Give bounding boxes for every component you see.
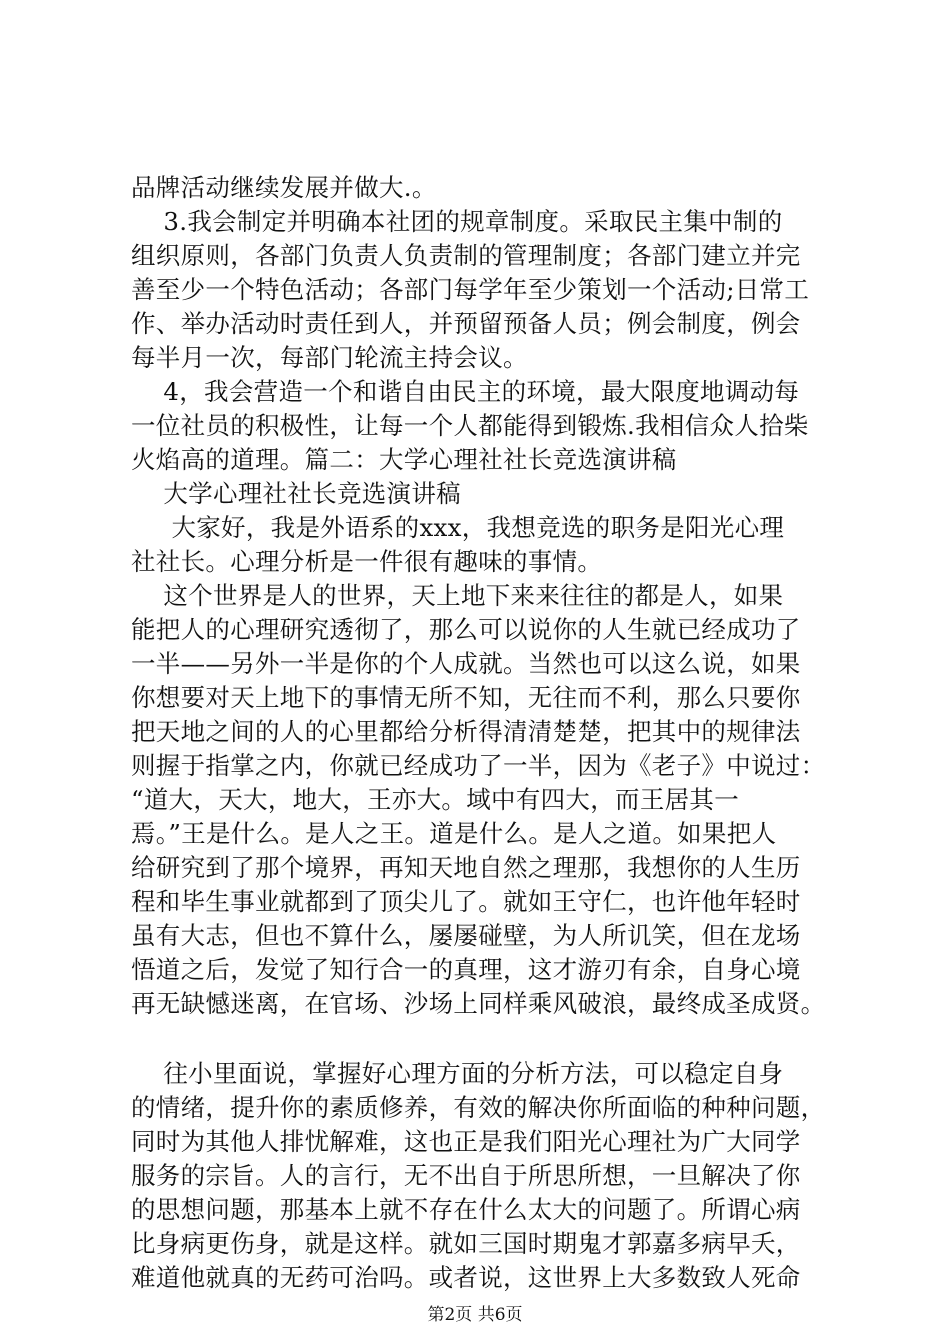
text-line: 服务的宗旨。人的言行，无不出自于所思所想，一旦解决了你 xyxy=(131,1161,801,1190)
text-line: “道大，天大，地大，王亦大。域中有四大，而王居其一 xyxy=(131,785,740,814)
text-line: 每半月一次，每部门轮流主持会议。 xyxy=(131,343,528,372)
text-line: 把天地之间的人的心里都给分析得清清楚楚，把其中的规律法 xyxy=(131,717,801,746)
text-line: 组织原则，各部门负责人负责制的管理制度；各部门建立并完 xyxy=(131,241,801,270)
text-line: 社社长。心理分析是一件很有趣味的事情。 xyxy=(131,547,603,576)
page-footer: 第2页 共6页 xyxy=(427,1305,523,1325)
text-line: 大学心理社社长竞选演讲稿 xyxy=(131,479,461,508)
text-line: 虽有大志，但也不算什么，屡屡碰壁，为人所讥笑，但在龙场 xyxy=(131,921,801,950)
text-line: 悟道之后，发觉了知行合一的真理，这才游刃有余，自身心境 xyxy=(131,955,801,984)
text-line: 一位社员的积极性，让每一个人都能得到锻炼.我相信众人拾柴 xyxy=(131,411,809,440)
text-line: 4，我会营造一个和谐自由民主的环境，最大限度地调动每 xyxy=(131,377,800,406)
text-line: 一半——另外一半是你的个人成就。当然也可以这么说，如果 xyxy=(131,649,801,678)
text-line: 再无缺憾迷离，在官场、沙场上同样乘风破浪，最终成圣成贤。 xyxy=(131,989,826,1018)
text-line: 程和毕生事业就都到了顶尖儿了。就如王守仁，也许他年轻时 xyxy=(131,887,801,916)
text-line: 给研究到了那个境界，再知天地自然之理那，我想你的人生历 xyxy=(131,853,801,882)
text-line: 比身病更伤身，就是这样。就如三国时期鬼才郭嘉多病早夭， xyxy=(131,1229,801,1258)
text-line: 的情绪，提升你的素质修养，有效的解决你所面临的种种问题， xyxy=(131,1093,826,1122)
text-line: 同时为其他人排忧解难，这也正是我们阳光心理社为广大同学 xyxy=(131,1127,801,1156)
text-line: 能把人的心理研究透彻了，那么可以说你的人生就已经成功了 xyxy=(131,615,801,644)
text-line: 3.我会制定并明确本社团的规章制度。采取民主集中制的 xyxy=(131,207,783,236)
text-line: 大家好，我是外语系的xxx，我想竞选的职务是阳光心理 xyxy=(131,513,785,542)
text-line: 善至少一个特色活动；各部门每学年至少策划一个活动;日常工 xyxy=(131,275,810,304)
text-line: 难道他就真的无药可治吗。或者说，这世界上大多数致人死命 xyxy=(131,1263,801,1292)
text-line: 火焰高的道理。篇二：大学心理社社长竞选演讲稿 xyxy=(131,445,677,474)
text-line: 往小里面说，掌握好心理方面的分析方法，可以稳定自身 xyxy=(131,1059,784,1088)
text-line: 焉。”王是什么。是人之王。道是什么。是人之道。如果把人 xyxy=(131,819,777,848)
text-line: 品牌活动继续发展并做大.。 xyxy=(131,173,437,202)
text-line: 你想要对天上地下的事情无所不知，无往而不利，那么只要你 xyxy=(131,683,801,712)
text-line: 则握于指掌之内，你就已经成功了一半，因为《老子》中说过： xyxy=(131,751,826,780)
text-line: 作、举办活动时责任到人，并预留预备人员；例会制度，例会 xyxy=(131,309,801,338)
text-line: 的思想问题，那基本上就不存在什么太大的问题了。所谓心病 xyxy=(131,1195,801,1224)
text-line: 这个世界是人的世界，天上地下来来往往的都是人，如果 xyxy=(131,581,784,610)
